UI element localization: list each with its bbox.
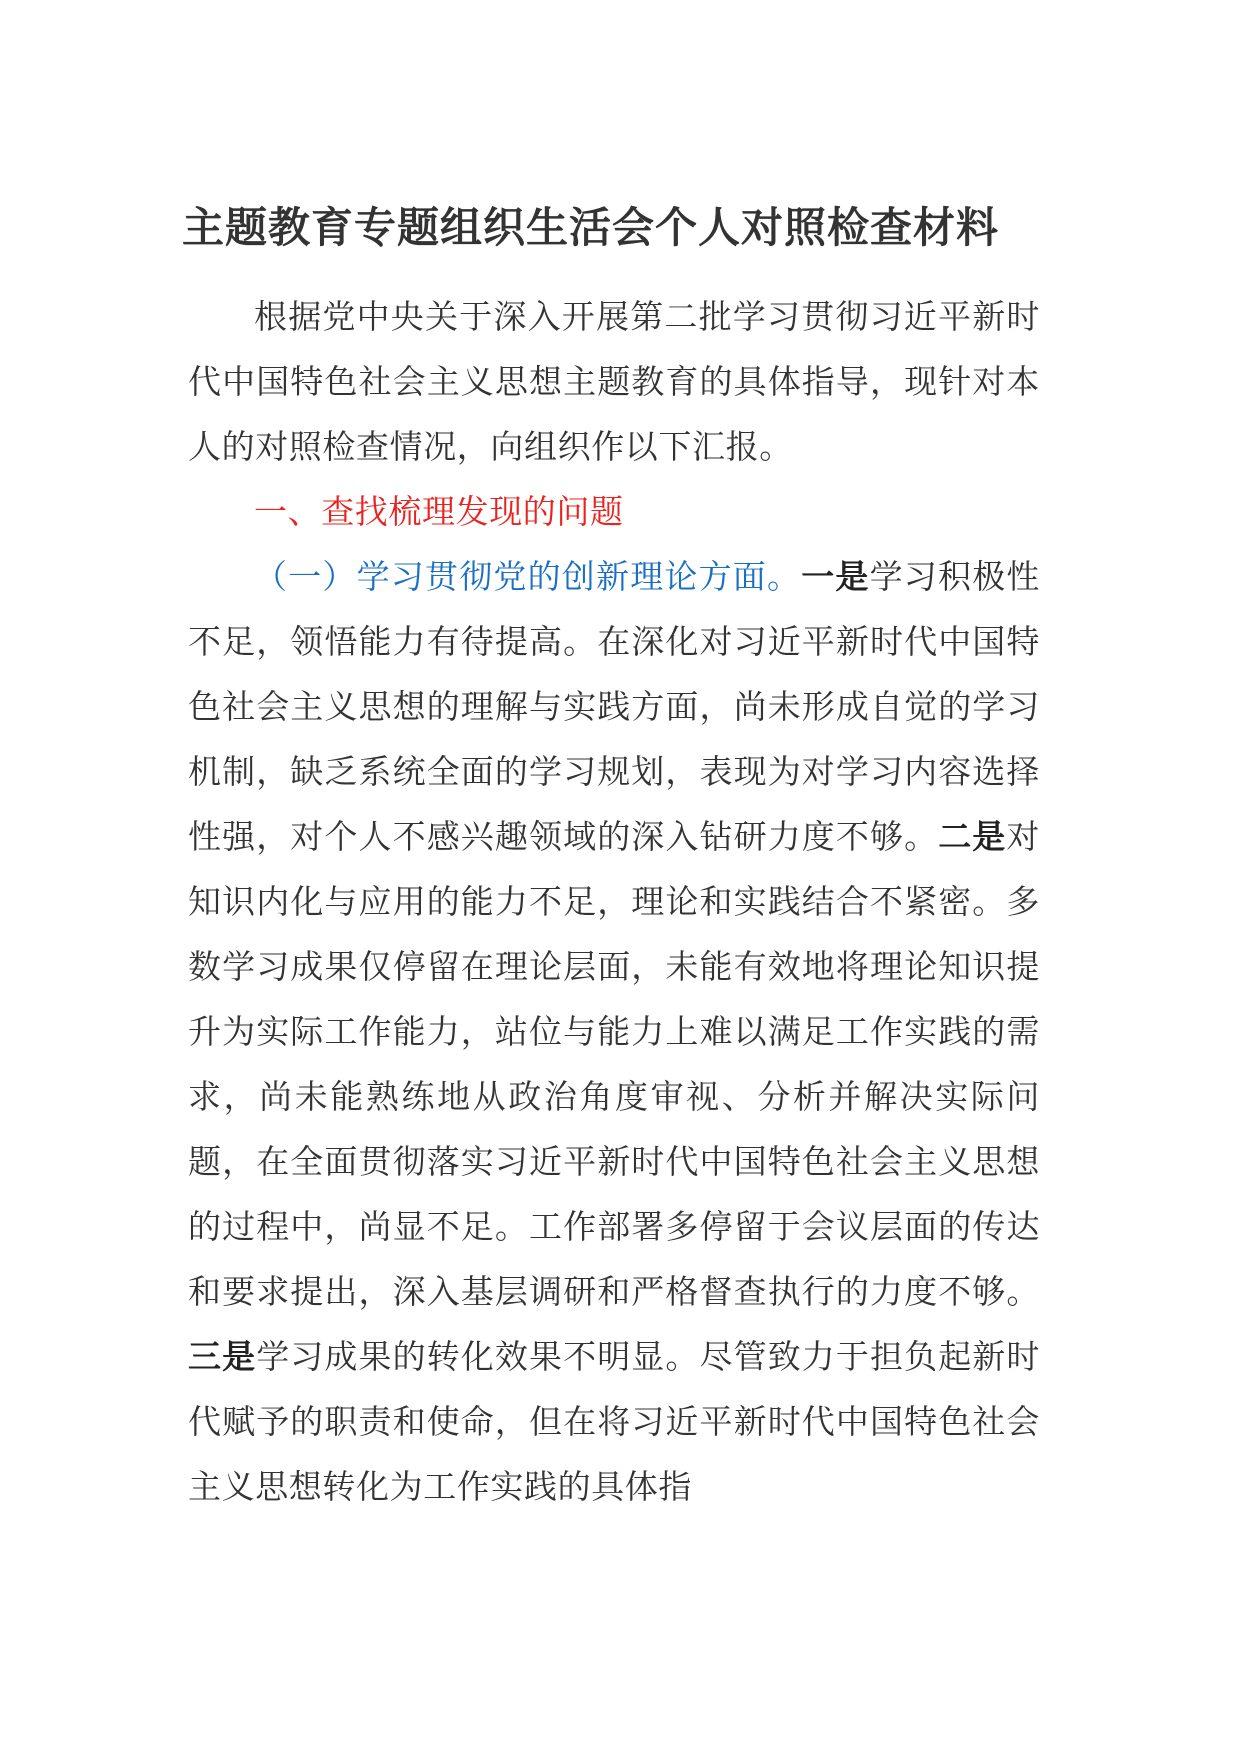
intro-paragraph: 根据党中央关于深入开展第二批学习贯彻习近平新时代中国特色社会主义思想主题教育的具体指导，现针对本人的对照检查情况，向组织作以下汇报。	[188, 297, 1040, 466]
document-title: 主题教育专题组织生活会个人对照检查材料	[182, 203, 1000, 252]
section-heading	[188, 479, 1040, 544]
point-3-text: 学习成果的转化效果不明显。尽管致力于担负起新时代赋予的职责和使命，但在将习近平新时代中国特色社会主义思想转化为工作实践的具体指	[188, 1337, 1040, 1506]
point-2-text: 对知识内化与应用的能力不足，理论和实践结合不紧密。多数学习成果仅停留在理论层面，未能有效地将理论知识提升为实际工作能力，站位与能力上难以满足工作实践的需求，尚未能熟练地从政治角度审视、分析并解决实际问题，在全面贯彻落实习近平新时代中国特色社会主义思想的过程中，尚显不足。工作部署多停留于会议层面的传达和要求提出，深入基层调研和严格督查执行的力度不够。	[188, 817, 1040, 1311]
point-1-text: 学习积极性不足，领悟能力有待提高。在深化对习近平新时代中国特色社会主义思想的理解与实践方面，尚未形成自觉的学习机制，缺乏系统全面的学习规划，表现为对学习内容选择性强，对个人不感兴趣领域的深入钻研力度不够。	[188, 557, 1041, 856]
document-body	[182, 196, 1041, 1519]
problem-paragraph	[188, 544, 1040, 1519]
point-2-label: 二是	[938, 817, 1007, 856]
point-3-label: 三是	[188, 1337, 257, 1376]
subsection-1-heading: （一）学习贯彻党的创新理论方面。	[254, 557, 802, 596]
section-1-heading: 一、查找梳理发现的问题	[254, 492, 624, 531]
point-1-label: 一是	[801, 557, 870, 596]
